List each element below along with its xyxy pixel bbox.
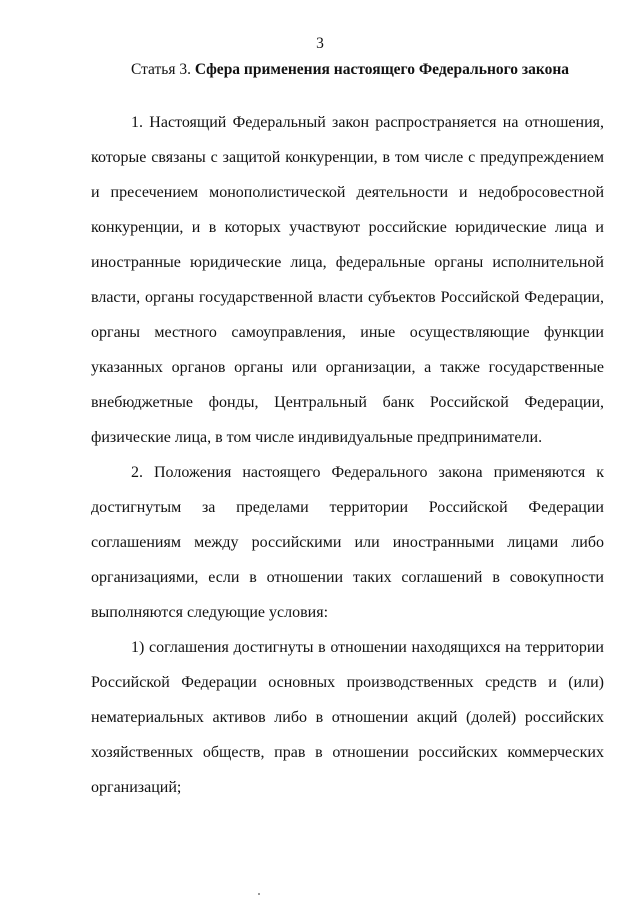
- page-number: 3: [316, 35, 324, 52]
- scan-dot: [258, 893, 260, 895]
- article-body: [91, 105, 604, 805]
- article-label: Статья 3.: [130, 61, 192, 78]
- article-heading: [0, 61, 640, 79]
- paragraph-3: 1) соглашения достигнуты в отношении находящихся на территории Российской Федерации основных производственных средств и (или) нематериальных активов либо в отношении акций (долей) российских хозяйственных обществ, прав в отношении российских коммерческих организаций;: [91, 639, 604, 796]
- article-title: Сфера применения настоящего Федерального закона: [194, 61, 570, 78]
- paragraph-2: 2. Положения настоящего Федерального закона применяются к достигнутым за пределами территории Российской Федерации соглашениям между российскими или иностранными лицами либо организациями, если в отношении таких соглашений в совокупности выполняются следующие условия:: [91, 464, 604, 621]
- paragraph-1: 1. Настоящий Федеральный закон распространяется на отношения, которые связаны с защитой конкуренции, в том числе с предупреждением и пресечением монополистической деятельности и недобросовестной конкуренции, и в которых участвуют российские юридические лица и иностранные юридические лица, федеральные органы исполнительной власти, органы государственной власти субъектов Российской Федерации, органы местного самоуправления, иные осуществляющие функции указанных органов органы или организации, а также государственные внебюджетные фонды, Центральный банк Российской Федерации, физические лица, в том числе индивидуальные предприниматели.: [91, 114, 604, 446]
